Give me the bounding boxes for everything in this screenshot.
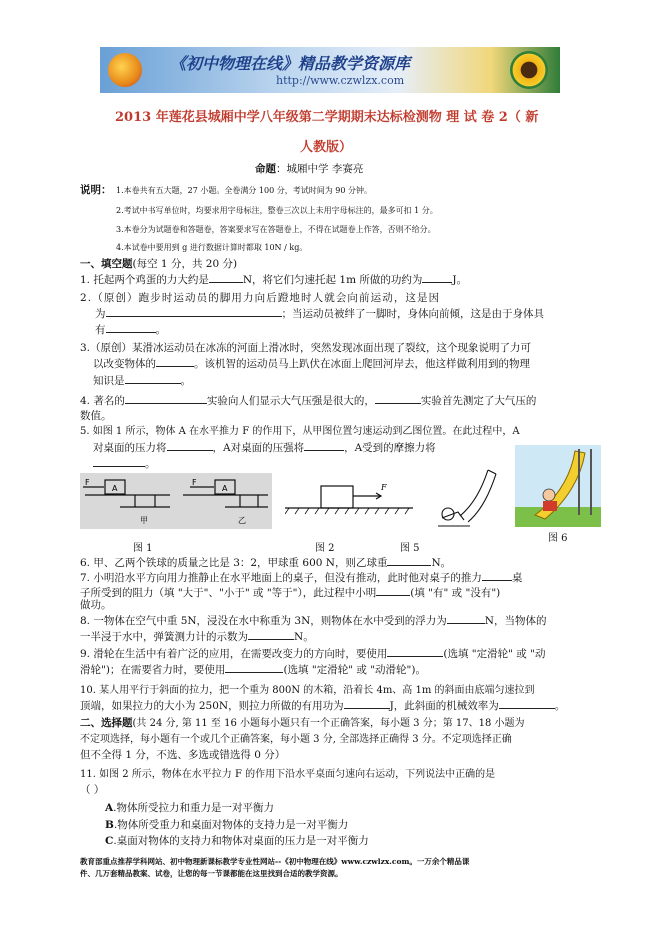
- question-6: [80, 555, 451, 571]
- question-9-line1: [80, 646, 545, 662]
- question-2-line1: 2.（原创）跑步时运动员的脚用力向后蹬地时人就会向前运动，这是因: [80, 292, 441, 304]
- question-2-line2: [95, 306, 544, 322]
- q3-text-b: 。该机智的运动员马上趴伏在冰面上爬回河岸去，他这样做利用到的物理: [194, 358, 530, 370]
- q8-text-d: N。: [294, 631, 314, 643]
- q7-text-d: (填 "有" 或 "没有"): [410, 587, 501, 599]
- note-3: 3.本卷分为试题卷和答题卷，答案要求写在答题卷上，不得在试题卷上作答，否则不给分。: [116, 225, 436, 234]
- section2-title: 二、选择题: [80, 717, 133, 729]
- q4-text-a: 4. 著名的: [80, 395, 125, 407]
- q9-text-c: 滑轮")；在需要省力时，要使用: [80, 664, 226, 676]
- q1-text-c: J。: [452, 274, 468, 286]
- question-5-line2: [93, 440, 436, 456]
- figure-5: [430, 468, 500, 530]
- section1-heading: [80, 257, 237, 272]
- q2-text-a: 为: [95, 308, 106, 320]
- q5-text-e: 。: [145, 458, 156, 470]
- q1-text-a: 1. 托起两个鸡蛋的力大约是: [80, 274, 209, 286]
- q10-blank-1[interactable]: [344, 698, 390, 709]
- question-4-line1: [80, 393, 536, 409]
- option-a[interactable]: [105, 801, 274, 816]
- option-b[interactable]: [105, 818, 348, 833]
- q8-text-c: 一半浸于水中，弹簧测力计的示数为: [80, 631, 248, 643]
- figure-2-label: 图 2: [315, 543, 335, 554]
- question-10-line2: [80, 698, 565, 714]
- q5-text-b: ，A对桌面的压强将: [212, 442, 305, 454]
- q10-blank-2[interactable]: [499, 698, 555, 709]
- q6-text-a: 6. 甲、乙两个铁球的质量之比是 3：2，甲球重 600 N，则乙球重: [80, 557, 388, 569]
- q9-blank-1[interactable]: [387, 646, 443, 657]
- option-c[interactable]: [105, 834, 369, 849]
- q10-text-b: J，此斜面的机械效率为: [389, 700, 499, 712]
- q8-blank-2[interactable]: [248, 629, 294, 640]
- question-5-line1: 5. 如图 1 所示，物体 A 在水平推力 F 的作用下，从甲图位置匀速运动到乙图位置。在此过程中，A: [80, 426, 520, 437]
- doc-title-line1: 2013 年莲花县城厢中学八年级第二学期期末达标检测物 理 试 卷 2（ 新: [115, 110, 539, 125]
- option-c-key: C: [105, 835, 114, 847]
- q4-blank-2[interactable]: [375, 393, 421, 404]
- q5-text-a: 对桌面的压力将: [93, 442, 167, 454]
- figure-6: [515, 445, 601, 527]
- question-3-line3: [93, 373, 191, 389]
- q3-blank-1[interactable]: [156, 356, 194, 367]
- section2-note-a: (共 24 分, 第 11 至 16 小题每小题只有一个正确答案，每小题 3 分；第 17、18 小题为: [132, 718, 525, 729]
- q1-blank-2[interactable]: [422, 272, 452, 283]
- section2-heading: [80, 716, 525, 731]
- figure-6-label: 图 6: [548, 533, 568, 544]
- note-4: 4.本试卷中要用到 g 进行数据计算时都取 10N / kg。: [116, 243, 308, 252]
- q6-blank-1[interactable]: [387, 555, 431, 566]
- question-2-line3: [95, 322, 166, 338]
- q3-text-a: 以改变物体的: [93, 358, 156, 370]
- banner-url: http://www.czwlzx.com: [276, 74, 405, 87]
- fig1-jia: 甲: [140, 516, 148, 525]
- section1-title: 一、填空题: [80, 258, 133, 270]
- q5-text-c: ，A受到的摩擦力将: [344, 442, 436, 454]
- sunflower-icon: [510, 51, 548, 89]
- note-1: 1.本卷共有五大题，27 小题。全卷满分 100 分，考试时间为 90 分钟。: [116, 186, 372, 195]
- question-4-line2: 数值。: [80, 410, 112, 422]
- q4-text-c: 实验首先测定了大气压的: [420, 395, 537, 407]
- notes-label: 说明：: [80, 184, 112, 196]
- q2-text-d: 。: [155, 324, 166, 336]
- section2-note-c: 但不全得 1 分，不选、多选或错选得 0 分）: [80, 749, 286, 761]
- q9-text-a: 9. 滑轮在生活中有着广泛的应用，在需要改变力的方向时，要使用: [80, 648, 388, 660]
- question-7-line3: 做功。: [80, 599, 112, 611]
- note-2: 2.考试中书写单位时，均要求用字母标注，整卷三次以上未用字母标注的，最多可扣 1 分。: [116, 206, 438, 215]
- question-5-line3: [93, 456, 156, 472]
- question-11-answer-slot[interactable]: （ ）: [80, 784, 105, 796]
- question-10-line1: 10. 某人用平行于斜面的拉力，把一个重为 800N 的木箱，沿着长 4m、高 1m 的斜面由底端匀速拉到: [80, 685, 535, 696]
- fig2-f: F: [381, 483, 387, 492]
- q8-text-a: 8. 一物体在空气中重 5N，浸没在水中称重为 3N，则物体在水中受到的浮力为: [80, 615, 447, 627]
- q9-blank-2[interactable]: [225, 662, 283, 673]
- question-7-line2: [80, 585, 500, 601]
- author-name: 城厢中学 李赛亮: [286, 163, 364, 175]
- q7-blank-2[interactable]: [376, 585, 410, 596]
- figure-1-label: 图 1: [133, 543, 153, 554]
- question-8-line2: [80, 629, 314, 645]
- q8-blank-1[interactable]: [447, 613, 485, 624]
- fig1-f-left: F: [85, 478, 90, 487]
- q3-text-c: 知识是: [93, 375, 125, 387]
- logo-icon: [108, 53, 142, 87]
- q4-text-b: 实验向人们显示大气压强是很大的，: [206, 395, 375, 407]
- q2-text-c: 有: [95, 324, 106, 336]
- fig1-a-left: A: [112, 484, 118, 493]
- fig1-f-right: F: [192, 478, 197, 487]
- q1-blank-1[interactable]: [209, 272, 243, 283]
- section1-note: (每空 1 分，共 20 分): [132, 258, 238, 270]
- q7-text-b: 桌: [511, 572, 523, 584]
- q6-text-b: N。: [431, 557, 452, 569]
- author-label: 命题: [255, 163, 276, 175]
- question-1: [80, 272, 467, 288]
- question-3-line2: [93, 356, 530, 372]
- q7-text-a: 7. 小明沿水平方向用力推静止在水平地面上的桌子，但没有推动，此时他对桌子的推力: [80, 572, 482, 584]
- q4-blank-1[interactable]: [125, 393, 207, 404]
- q2-text-b: ；当运动员被绊了一脚时，身体向前倾，这是由于身体具: [281, 308, 544, 320]
- option-a-key: A: [105, 802, 114, 814]
- q7-text-c: 子所受到的阻力（填 "大于"、"小于" 或 "等于"），此过程中小明: [80, 587, 377, 599]
- figure-1: [80, 473, 272, 529]
- question-7-line1: [80, 570, 522, 586]
- q10-text-a: 顶端，如果拉力的大小为 250N，则拉力所做的有用功为: [80, 700, 344, 712]
- q5-blank-1[interactable]: [167, 440, 213, 451]
- q5-blank-3[interactable]: [93, 456, 145, 467]
- author-line: 命题：城厢中学 李赛亮: [255, 163, 364, 175]
- q5-blank-2[interactable]: [304, 440, 344, 451]
- q8-text-b: N，当物体的: [484, 615, 547, 627]
- q9-text-d: (选填 "定滑轮" 或 "动滑轮")。: [283, 664, 426, 676]
- q2-blank-1[interactable]: [106, 306, 282, 317]
- option-b-text: .物体所受重力和桌面对物体的支持力是一对平衡力: [113, 819, 349, 831]
- q10-text-c: 。: [554, 700, 566, 712]
- section2-note-b: 不定项选择，每小题有一个或几个正确答案，每小题 3 分, 全部选择正确得 3 分。不定项选择正确: [80, 734, 512, 745]
- q7-blank-1[interactable]: [482, 570, 512, 581]
- q3-blank-2[interactable]: [125, 373, 181, 384]
- footer-line-2: 件、几万套精品教案、试卷，让您的每一节课都能在这里找到合适的教学资源。: [80, 869, 343, 878]
- header-banner: [100, 47, 560, 93]
- figure-5-label: 图 5: [400, 543, 420, 554]
- option-c-text: .桌面对物体的支持力和物体对桌面的压力是一对平衡力: [113, 835, 369, 847]
- figure-2: [285, 478, 415, 520]
- q2-blank-2[interactable]: [106, 322, 156, 333]
- fig1-yi: 乙: [238, 516, 246, 525]
- doc-title-line2: 人教版）: [300, 140, 353, 155]
- fig1-a-right: A: [222, 484, 228, 493]
- banner-title: 《初中物理在线》精品教学资源库: [170, 54, 411, 73]
- footer-line-1: 教育部重点推荐学科网站、初中物理新课标教学专业性网站--《初中物理在线》www.czwlzx.com。一万余个精品课: [80, 857, 470, 866]
- option-b-key: B: [105, 819, 114, 831]
- q1-text-b: N，将它们匀速托起 1m 所做的功约为: [242, 274, 423, 286]
- q9-text-b: (选填 "定滑轮" 或 "动: [443, 648, 546, 660]
- q3-text-d: 。: [180, 375, 191, 387]
- question-9-line2: [80, 662, 426, 678]
- question-3-line1: 3.（原创）某滑冰运动员在冰冻的河面上滑冰时，突然发现冰面出现了裂纹，这个现象说明了力可: [80, 342, 532, 354]
- question-8-line1: [80, 613, 546, 629]
- question-11: 11. 如图 2 所示，物体在水平拉力 F 的作用下沿水平桌面匀速向右运动，下列说法中正确的是: [80, 769, 496, 780]
- option-a-text: .物体所受拉力和重力是一对平衡力: [113, 802, 274, 814]
